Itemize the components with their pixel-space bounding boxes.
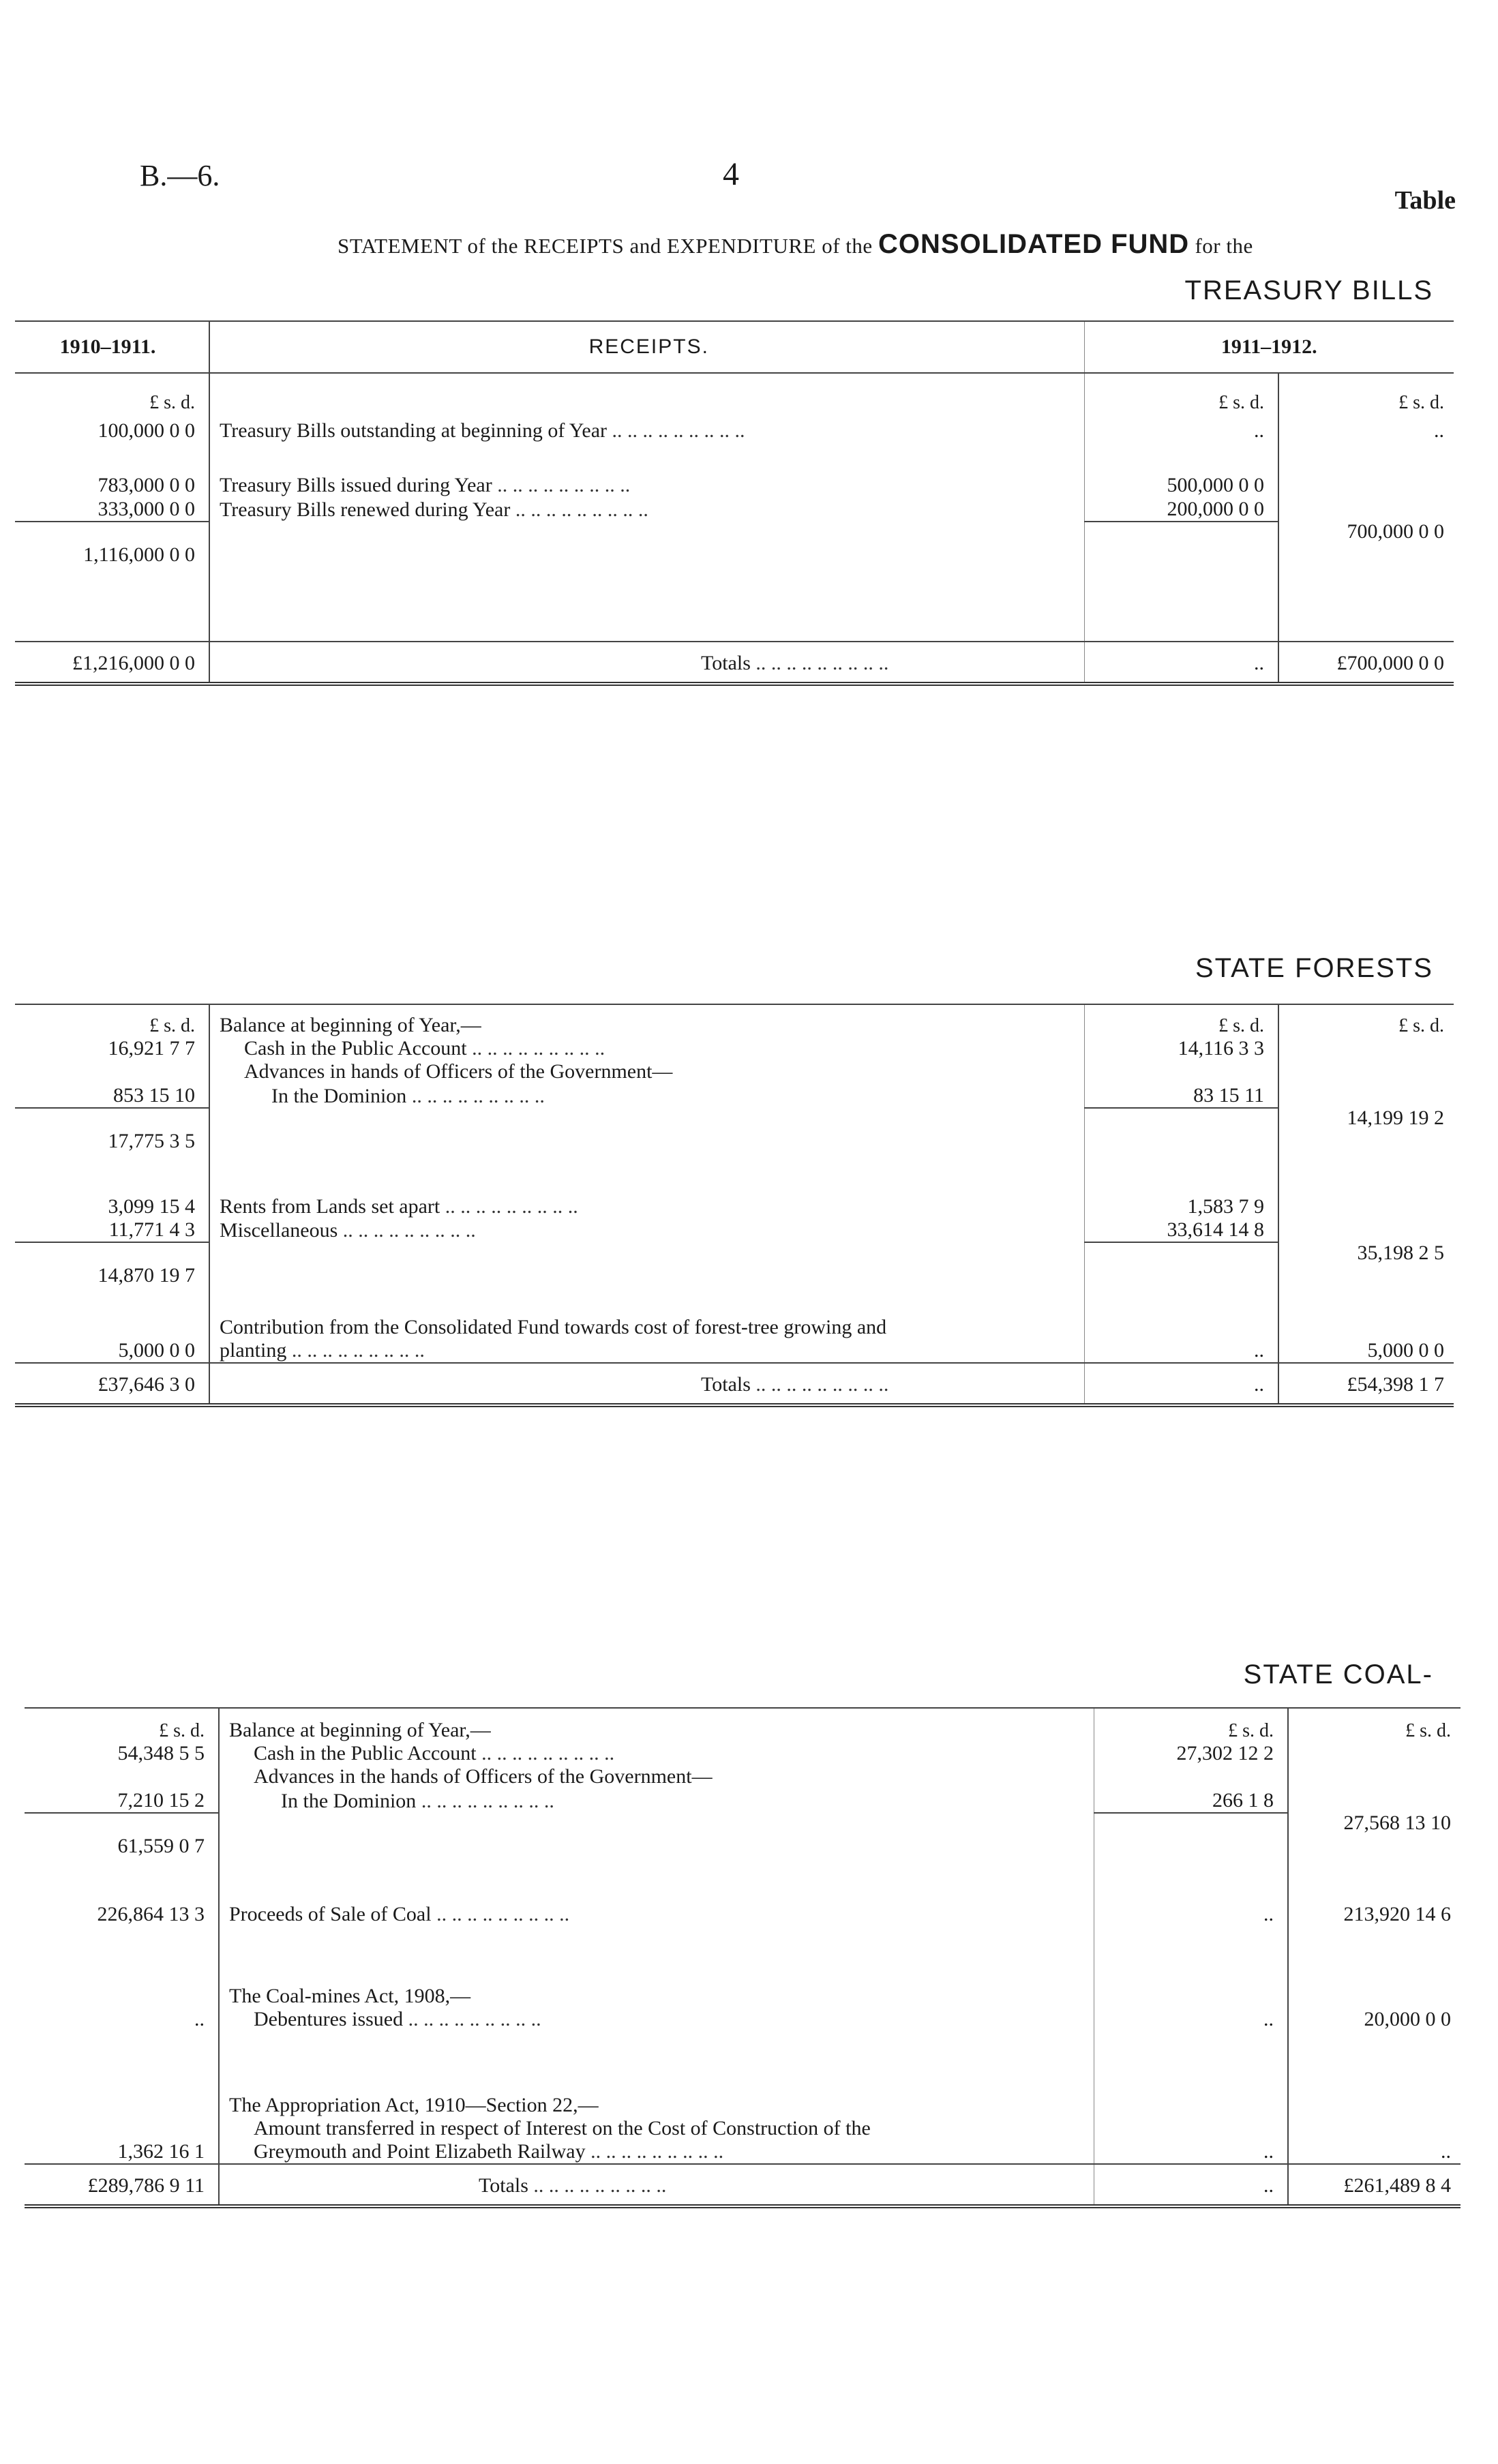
row-label: Amount transferred in respect of Interest on the Cost of Construction of the [219, 2117, 1094, 2140]
treasury-bills-table [15, 320, 1454, 686]
total-outer: £700,000 0 0 [1278, 642, 1454, 684]
row-label: Advances in the hands of Officers of the Government— [219, 1765, 1094, 1788]
table-row [25, 1788, 1460, 1813]
totals-row [15, 642, 1454, 684]
table-row [25, 2008, 1460, 2031]
inner-value: 33,614 14 8 [1084, 1218, 1278, 1242]
table-row [15, 497, 1454, 522]
unit-row [15, 373, 1454, 414]
total-inner: .. [1084, 1363, 1278, 1405]
row-label: Contribution from the Consolidated Fund towards cost of forest-tree growing and [209, 1287, 1084, 1339]
unit-outer: £ s. d. [1398, 392, 1445, 413]
prev-value: 11,771 4 3 [15, 1218, 209, 1242]
subtotal-row [15, 1242, 1454, 1287]
total-inner: .. [1094, 2164, 1288, 2206]
spacer-row [15, 567, 1454, 642]
section-title-treasury: TREASURY BILLS [1184, 275, 1433, 305]
page-number: 4 [723, 156, 739, 192]
prev-value: 5,000 0 0 [15, 1339, 209, 1363]
unit-outer: £ s. d. [1278, 1004, 1454, 1037]
col-receipts: RECEIPTS. [209, 321, 1084, 373]
prev-value: 783,000 0 0 [15, 442, 209, 497]
unit-prev: £ s. d. [25, 1708, 219, 1742]
subtotal-prev: 1,116,000 0 0 [15, 522, 209, 567]
table-row [15, 1083, 1454, 1108]
inner-value: .. [1094, 2008, 1288, 2031]
row-label: Rents from Lands set apart .. [209, 1153, 1084, 1218]
total-prev: £289,786 9 11 [25, 2164, 219, 2206]
prev-value: 54,348 5 5 [25, 1742, 219, 1765]
table-row [15, 1153, 1454, 1218]
totals-row [15, 1363, 1454, 1405]
subtotal-prev: 14,870 19 7 [15, 1242, 209, 1287]
treasury-header-row [15, 321, 1454, 373]
col-prev-year: 1910–1911. [15, 321, 209, 373]
fund-name: CONSOLIDATED FUND [878, 229, 1190, 259]
table-row [15, 1287, 1454, 1339]
inner-value: .. [1094, 1858, 1288, 1926]
total-outer: £261,489 8 4 [1288, 2164, 1460, 2206]
statement-prefix: STATEMENT of the RECEIPTS and EXPENDITURE of the [338, 234, 873, 258]
row-label: Treasury Bills renewed during Year .. [209, 497, 1084, 522]
subtotal-prev: 61,559 0 7 [25, 1813, 219, 1858]
total-prev: £1,216,000 0 0 [15, 642, 209, 684]
row-label: Balance at beginning of Year,— [219, 1708, 1094, 1742]
table-row [25, 2117, 1460, 2140]
table-row [25, 2140, 1460, 2164]
row-label: Greymouth and Point Elizabeth Railway .. [219, 2140, 1094, 2164]
table-row [25, 1926, 1460, 2008]
prev-value: 226,864 13 3 [25, 1858, 219, 1926]
table-row [15, 442, 1454, 497]
unit-inner: £ s. d. [1084, 1004, 1278, 1037]
outer-value: 20,000 0 0 [1364, 2008, 1451, 2030]
subtotal-prev: 17,775 3 5 [15, 1108, 209, 1153]
row-label: Proceeds of Sale of Coal .. [219, 1858, 1094, 1926]
prev-value: 16,921 7 7 [15, 1037, 209, 1060]
outer-value: 213,920 14 6 [1343, 1903, 1451, 1925]
prev-value: 3,099 15 4 [15, 1153, 209, 1218]
totals-label: Totals .. [209, 642, 1084, 684]
total-inner: .. [1084, 642, 1278, 684]
outer-value: .. [1441, 2140, 1451, 2163]
inner-value: .. [1094, 2140, 1288, 2164]
row-label: In the Dominion .. [209, 1083, 1084, 1108]
table-label: Table [1394, 186, 1456, 215]
outer-value: 14,199 19 2 [1347, 1107, 1444, 1129]
document-code: B.—6. [140, 159, 220, 192]
total-prev: £37,646 3 0 [15, 1363, 209, 1405]
section-title-forests: STATE FORESTS [1195, 953, 1433, 983]
row-label: Treasury Bills issued during Year .. [209, 442, 1084, 497]
statement-heading [338, 229, 1253, 260]
row-label: The Appropriation Act, 1910—Section 22,— [219, 2031, 1094, 2117]
row-label: Treasury Bills outstanding at beginning of Year .. [209, 414, 1084, 442]
row-label: Debentures issued .. [219, 2008, 1094, 2031]
inner-value: 14,116 3 3 [1084, 1037, 1278, 1060]
row-label: The Coal-mines Act, 1908,— [219, 1926, 1094, 2008]
unit-prev: £ s. d. [15, 373, 209, 414]
row-label: In the Dominion .. [219, 1788, 1094, 1813]
outer-value: .. [1434, 419, 1445, 442]
outer-value: 35,198 2 5 [1357, 1241, 1444, 1264]
inner-value: 27,302 12 2 [1094, 1742, 1288, 1765]
inner-value: 500,000 0 0 [1084, 442, 1278, 497]
statement-suffix: for the [1195, 234, 1253, 258]
inner-value: .. [1084, 414, 1278, 442]
table-row [15, 414, 1454, 442]
state-forests-table [15, 1004, 1454, 1407]
outer-value: 27,568 13 10 [1343, 1812, 1451, 1834]
prev-value: 100,000 0 0 [15, 414, 209, 442]
total-outer: £54,398 1 7 [1278, 1363, 1454, 1405]
table-row [25, 1858, 1460, 1926]
table-row [15, 1037, 1454, 1060]
table-row [25, 1765, 1460, 1788]
table-row [25, 1708, 1460, 1742]
inner-value: 1,583 7 9 [1084, 1153, 1278, 1218]
table-row [15, 1060, 1454, 1083]
unit-prev: £ s. d. [15, 1004, 209, 1037]
prev-value: .. [25, 2008, 219, 2031]
inner-value: .. [1084, 1339, 1278, 1363]
inner-value: 266 1 8 [1094, 1788, 1288, 1813]
section-title-coal: STATE COAL- [1243, 1659, 1433, 1689]
table-row [15, 522, 1454, 567]
inner-value: 83 15 11 [1084, 1083, 1278, 1108]
outer-value: 700,000 0 0 [1347, 520, 1445, 543]
state-coal-table [25, 1707, 1460, 2208]
unit-outer: £ s. d. [1288, 1708, 1460, 1742]
subtotal-row [25, 1813, 1460, 1858]
table-row [25, 2031, 1460, 2117]
inner-value: 200,000 0 0 [1084, 497, 1278, 522]
prev-value: 333,000 0 0 [15, 497, 209, 522]
row-label: planting .. [209, 1339, 1084, 1363]
col-curr-year: 1911–1912. [1084, 321, 1454, 373]
outer-value: 5,000 0 0 [1367, 1339, 1444, 1362]
totals-label: Totals .. [209, 1363, 1084, 1405]
totals-row [25, 2164, 1460, 2206]
prev-value: 853 15 10 [15, 1083, 209, 1108]
unit-inner: £ s. d. [1084, 373, 1278, 414]
prev-value: 1,362 16 1 [25, 2140, 219, 2164]
row-label: Advances in hands of Officers of the Government— [209, 1060, 1084, 1083]
prev-value: 7,210 15 2 [25, 1788, 219, 1813]
row-label: Cash in the Public Account .. [209, 1037, 1084, 1060]
row-label: Miscellaneous .. [209, 1218, 1084, 1242]
row-label: Cash in the Public Account .. [219, 1742, 1094, 1765]
totals-label: Totals .. [219, 2164, 1094, 2206]
table-row [25, 1742, 1460, 1765]
table-row [15, 1218, 1454, 1242]
subtotal-row [15, 1108, 1454, 1153]
table-row [15, 1339, 1454, 1363]
row-label: Balance at beginning of Year,— [209, 1004, 1084, 1037]
table-row [15, 1004, 1454, 1037]
unit-inner: £ s. d. [1094, 1708, 1288, 1742]
